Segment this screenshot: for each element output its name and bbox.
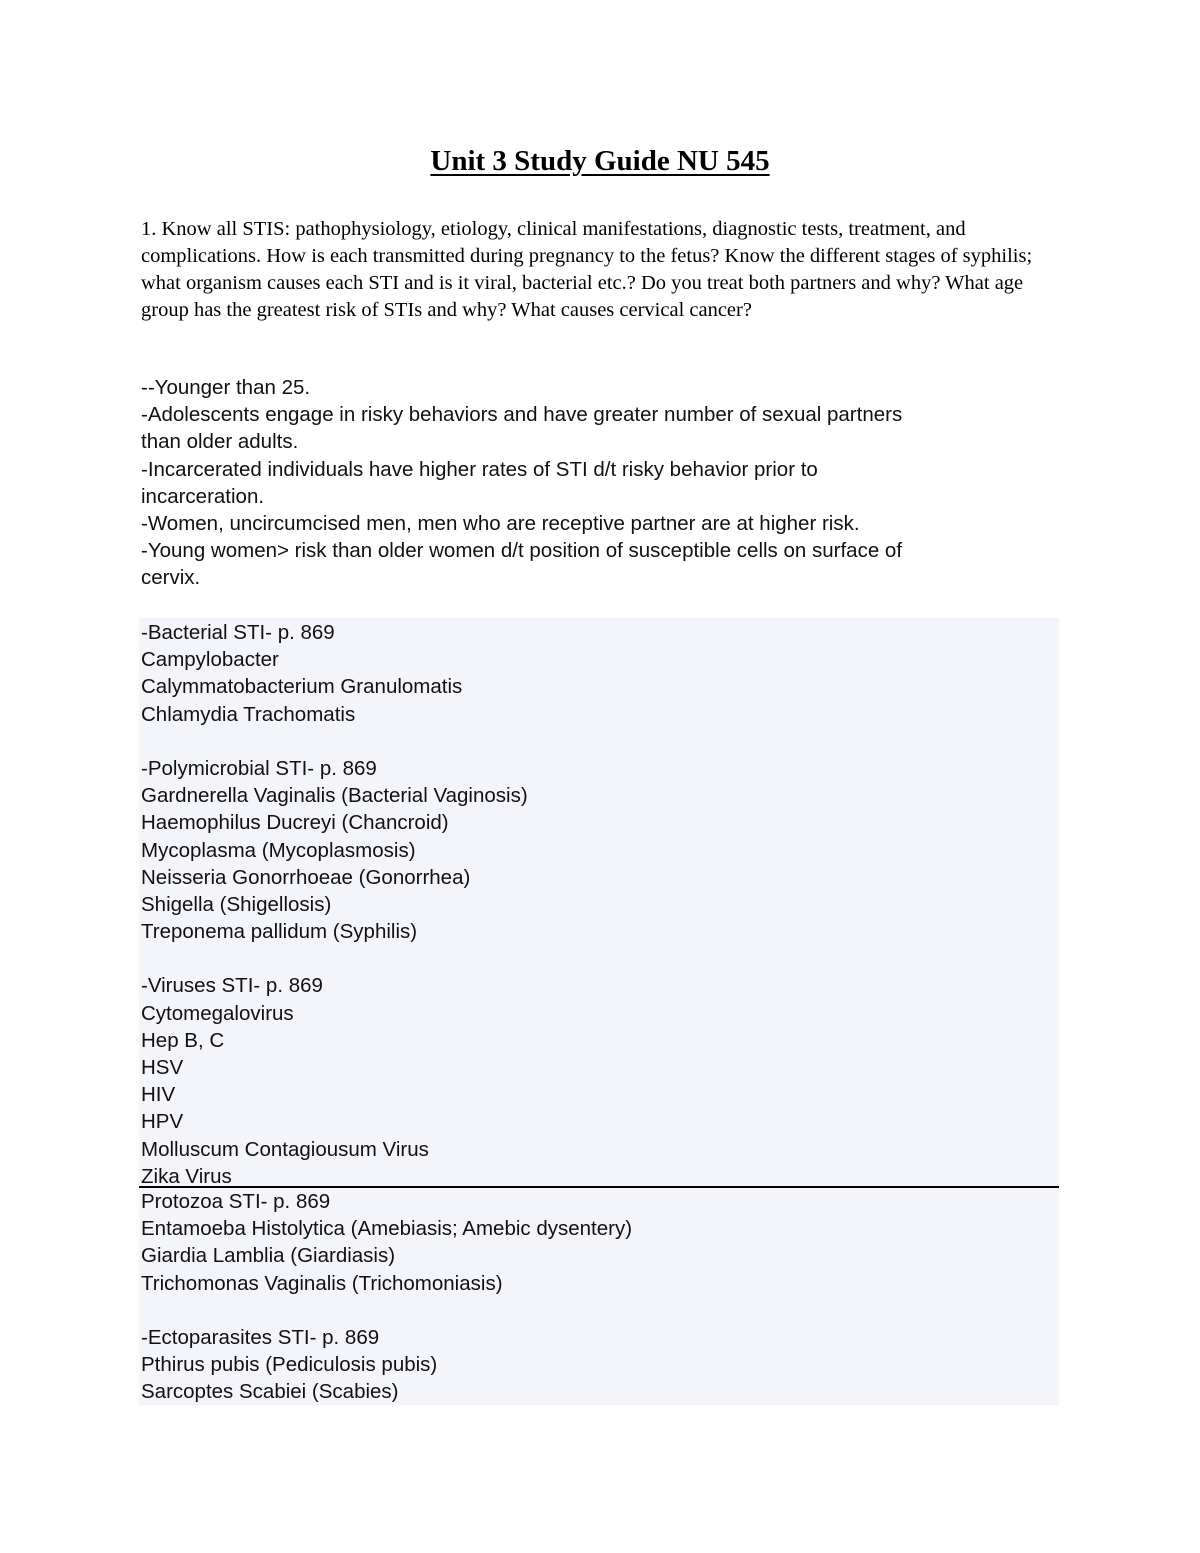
list-item: Treponema pallidum (Syphilis)	[141, 920, 418, 944]
list-item: Entamoeba Histolytica (Amebiasis; Amebic dysentery)	[141, 1217, 633, 1241]
list-item: Chlamydia Trachomatis	[141, 702, 356, 726]
list-item: Shigella (Shigellosis)	[141, 892, 332, 916]
list-item: HPV	[141, 1110, 184, 1134]
bacterial-heading: -Bacterial STI- p. 869	[141, 621, 335, 644]
list-item: HIV	[141, 1083, 176, 1107]
viruses-heading: -Viruses STI- p. 869	[141, 974, 323, 998]
list-item: Molluscum Contagiousum Virus	[141, 1137, 429, 1161]
answer-line: -Incarcerated individuals have higher rates of STI d/t risky behavior prior to	[141, 457, 818, 481]
list-item: Calymmatobacterium Granulomatis	[141, 675, 463, 699]
spacer	[141, 1297, 1051, 1324]
list-item: Mycoplasma (Mycoplasmosis)	[141, 838, 416, 862]
answer-line: incarceration.	[141, 484, 265, 508]
answer-line: -Young women> risk than older women d/t position of susceptible cells on surface of	[141, 539, 903, 563]
list-item: Cytomegalovirus	[141, 1001, 294, 1025]
list-item: Gardnerella Vaginalis (Bacterial Vaginosis)	[141, 784, 528, 808]
list-item: Hep B, C	[141, 1028, 225, 1052]
polymicrobial-heading: -Polymicrobial STI- p. 869	[141, 756, 377, 780]
answer-line: cervix.	[141, 566, 201, 590]
answer-line: --Younger than 25.	[141, 376, 311, 399]
list-item: Trichomonas Vaginalis (Trichomoniasis)	[141, 1271, 503, 1295]
list-item: Zika Virus	[141, 1164, 232, 1188]
answer-line: -Adolescents engage in risky behaviors and have greater number of sexual partners	[141, 403, 903, 427]
parasite-list	[141, 1188, 1051, 1406]
organism-list	[141, 619, 1051, 1190]
list-item: Neisseria Gonorrhoeae (Gonorrhea)	[141, 865, 471, 889]
list-item: HSV	[141, 1056, 184, 1079]
page-title: Unit 3 Study Guide NU 545	[430, 145, 770, 177]
list-item: Campylobacter	[141, 648, 279, 672]
spacer	[141, 945, 1051, 972]
risk-answers	[141, 374, 1051, 592]
list-item: Pthirus pubis (Pediculosis pubis)	[141, 1353, 438, 1377]
ectoparasites-heading: -Ectoparasites STI- p. 869	[141, 1325, 380, 1349]
spacer	[141, 728, 1051, 755]
answer-line: -Women, uncircumcised men, men who are receptive partner are at higher risk.	[141, 512, 860, 536]
answer-line: than older adults.	[141, 430, 299, 454]
list-item: Sarcoptes Scabiei (Scabies)	[141, 1380, 399, 1404]
protozoa-heading: Protozoa STI- p. 869	[141, 1190, 331, 1213]
study-question: 1. Know all STIS: pathophysiology, etiology, clinical manifestations, diagnostic tests, treatment, and complications. How is each transmitted during pregnancy to the fetus? Know the different stages of syphilis; what organism causes each STI and is it viral, bacterial etc.? Do you treat both partners and why? What age group has the greatest risk of STIs and why? What causes cervical cancer?	[141, 218, 1033, 321]
list-item: Haemophilus Ducreyi (Chancroid)	[141, 811, 449, 835]
list-item: Giardia Lamblia (Giardiasis)	[141, 1244, 396, 1268]
